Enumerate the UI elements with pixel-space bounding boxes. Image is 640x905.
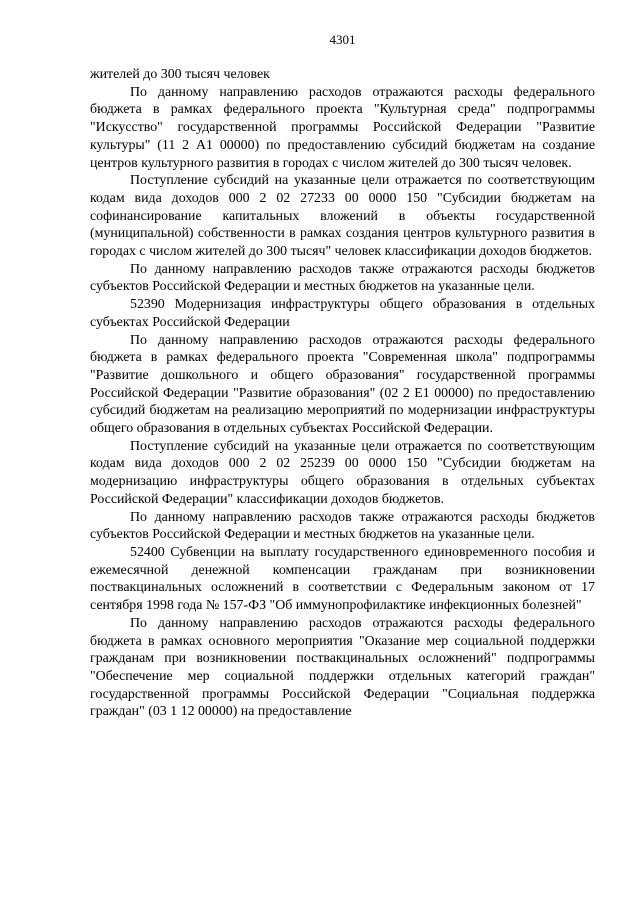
- paragraph: жителей до 300 тысяч человек: [90, 67, 270, 82]
- document-page: [90, 0, 595, 721]
- paragraph: По данному направлению расходов отражаются расходы федерального бюджета в рамках федерального проекта "Культурная среда" подпрограммы "Искусство" государственной программы Российской Федерации "Развитие культуры" (11 2 A1 00000) по предоставлению субсидий бюджетам на создание центров культурного развития в городах с числом жителей до 300 тысяч человек.: [90, 84, 595, 171]
- paragraph: 52390 Модернизация инфраструктуры общего образования в отдельных субъектах Российской Федерации: [90, 297, 595, 330]
- paragraph: По данному направлению расходов также отражаются расходы бюджетов субъектов Российской Федерации и местных бюджетов на указанные цели.: [90, 509, 595, 543]
- document-body: [90, 66, 595, 721]
- paragraph: По данному направлению расходов также отражаются расходы бюджетов субъектов Российской Федерации и местных бюджетов на указанные цели.: [90, 261, 595, 295]
- page-number: 4301: [329, 32, 356, 47]
- paragraph: По данному направлению расходов отражаются расходы федерального бюджета в рамках федерального проекта "Современная школа" подпрограммы "Развитие дошкольного и общего образования" государственной программы Российской Федерации "Развитие образования" (02 2 E1 00000) по предоставлению субсидий бюджетам на реализацию мероприятий по модернизации инфраструктуры общего образования в отдельных субъектах Российской Федерации.: [90, 332, 595, 437]
- paragraph: Поступление субсидий на указанные цели отражается по соответствующим кодам вида доходов 000 2 02 27233 00 0000 150 "Субсидии бюджетам на софинансирование капитальных вложений в объекты государственной (муниципальной) собственности в рамках создания центров культурного развития в городах с числом жителей до 300 тысяч" человек классификации доходов бюджетов.: [90, 173, 595, 260]
- paragraph: 52400 Субвенции на выплату государственного единовременного пособия и ежемесячной денежной компенсации гражданам при возникновении поствакцинальных осложнений в соответствии с Федеральным законом от 17 сентября 1998 года № 157-ФЗ "Об иммунопрофилактике инфекционных болезней": [90, 544, 595, 614]
- paragraph: По данному направлению расходов отражаются расходы федерального бюджета в рамках основного мероприятия "Оказание мер социальной поддержки гражданам при возникновении поствакцинальных осложнений" подпрограммы "Обеспечение мер социальной поддержки отдельных категорий граждан" государственной программы Российской Федерации "Социальная поддержка граждан" (03 1 12 00000) на предоставление: [90, 615, 595, 720]
- paragraph: Поступление субсидий на указанные цели отражается по соответствующим кодам вида доходов 000 2 02 25239 00 0000 150 "Субсидии бюджетам на модернизацию инфраструктуры общего образования в отдельных субъектах Российской Федерации" классификации доходов бюджетов.: [90, 438, 595, 507]
